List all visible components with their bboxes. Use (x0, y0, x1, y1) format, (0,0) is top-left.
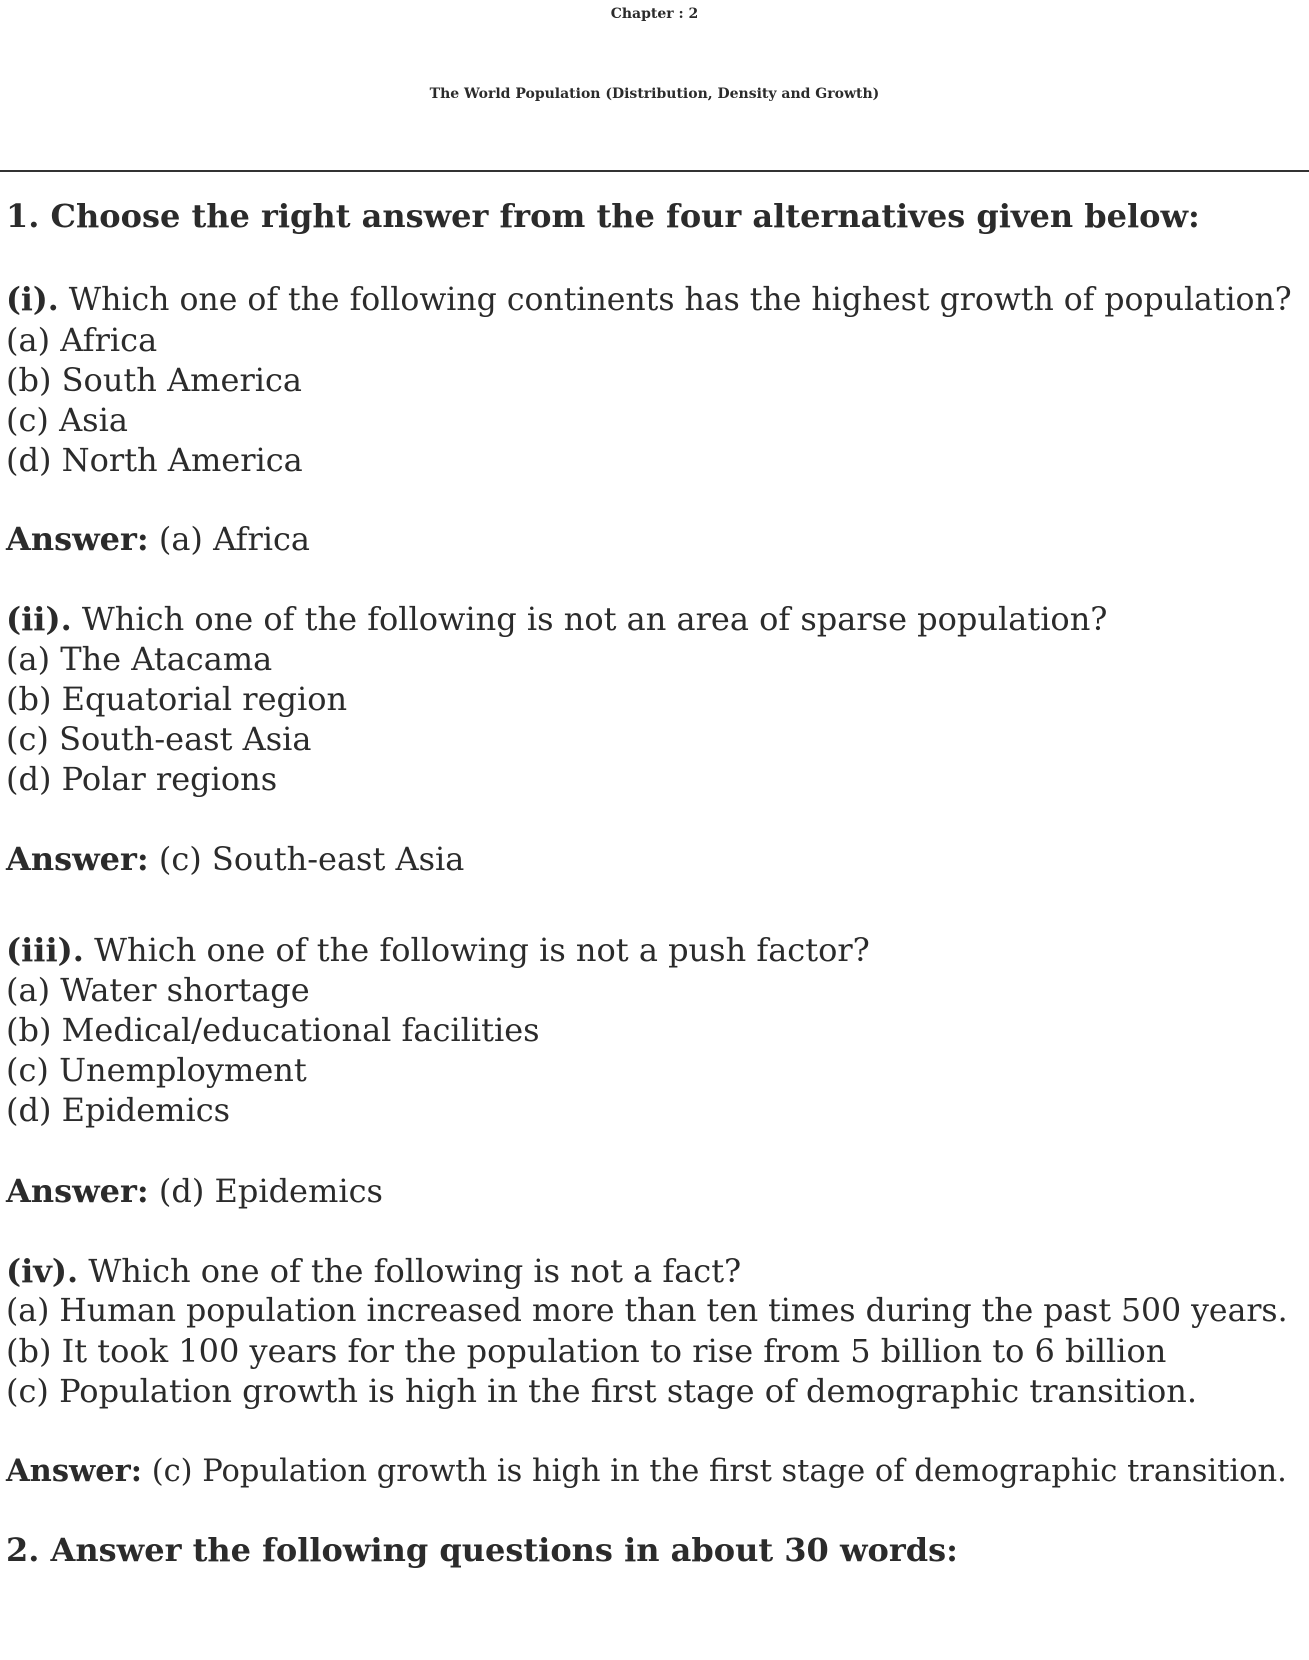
question-i (6, 280, 1292, 320)
answer-label: Answer: (6, 1453, 142, 1489)
section-1-heading: 1. Choose the right answer from the four alternatives given below: (6, 197, 1200, 235)
answer-text: (d) Epidemics (148, 1172, 383, 1210)
question-ii (6, 599, 1107, 639)
question-text: Which one of the following is not a push factor? (83, 931, 870, 969)
answer-label: Answer: (6, 520, 149, 558)
option: (a) Water shortage (6, 971, 310, 1009)
divider-line (0, 170, 1309, 172)
question-number: (ii). (6, 600, 72, 638)
question-number: (i). (6, 281, 59, 318)
option: (a) Human population increased more than ten times during the past 500 years. (6, 1293, 1288, 1329)
option: (c) South-east Asia (6, 720, 312, 758)
option: (d) North America (6, 441, 303, 479)
option: (a) Africa (6, 321, 158, 359)
option: (a) The Atacama (6, 640, 273, 678)
answer-ii (6, 839, 464, 879)
question-text: Which one of the following is not a fact? (78, 1252, 742, 1290)
section-2-heading: 2. Answer the following questions in about 30 words: (6, 1531, 958, 1569)
question-iii (6, 930, 870, 970)
option: (b) Medical/educational facilities (6, 1011, 540, 1049)
answer-text: (c) South-east Asia (148, 840, 465, 878)
chapter-title: The World Population (Distribution, Density and Growth) (429, 86, 880, 102)
answer-label: Answer: (6, 1172, 149, 1210)
question-iv (6, 1251, 741, 1291)
option: (b) Equatorial region (6, 680, 348, 718)
option: (c) Unemployment (6, 1051, 307, 1089)
answer-text: (a) Africa (148, 520, 310, 558)
option: (b) It took 100 years for the population to rise from 5 billion to 6 billion (6, 1332, 1167, 1370)
option: (c) Asia (6, 401, 128, 439)
option: (b) South America (6, 361, 302, 399)
option: (d) Epidemics (6, 1091, 231, 1129)
answer-text: (c) Population growth is high in the first stage of demographic transition. (142, 1454, 1287, 1489)
answer-iv (6, 1451, 1287, 1492)
question-text: Which one of the following continents has the highest growth of population? (58, 282, 1292, 318)
option: (c) Population growth is high in the first stage of demographic transition. (6, 1372, 1197, 1410)
chapter-heading: Chapter : 2 (610, 6, 699, 22)
option: (d) Polar regions (6, 760, 278, 798)
question-number: (iii). (6, 931, 84, 969)
answer-iii (6, 1171, 383, 1211)
answer-i (6, 519, 310, 559)
answer-label: Answer: (6, 840, 149, 878)
question-number: (iv). (6, 1252, 79, 1290)
question-text: Which one of the following is not an area of sparse population? (71, 600, 1108, 638)
